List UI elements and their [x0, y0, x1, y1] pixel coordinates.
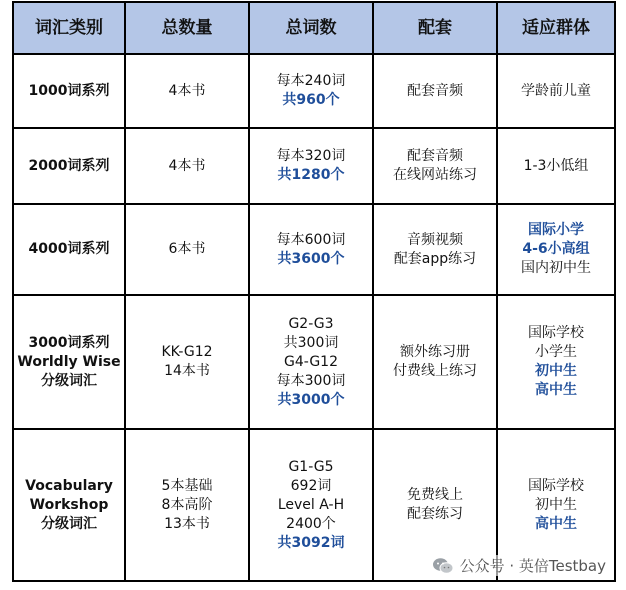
cell-line: 6本书	[168, 241, 206, 257]
cell-line: 学龄前儿童	[521, 82, 591, 99]
cell-audience	[497, 295, 615, 429]
cell-line: 4本书	[168, 157, 206, 174]
cell-line: 3000词系列	[28, 334, 110, 351]
cell-line: 国际学校	[528, 325, 584, 341]
cell-quantity	[125, 128, 249, 204]
watermark-text: 公众号 · 英倍Testbay	[459, 557, 606, 575]
cell-audience	[497, 204, 615, 295]
cell-line: 配套音频	[407, 82, 463, 99]
header-quantity: 总数量	[125, 2, 249, 54]
header-total-words: 总词数	[249, 2, 373, 54]
wechat-icon	[432, 557, 454, 575]
cell-line: 额外练习册	[400, 344, 470, 360]
cell-line: 高中生	[535, 382, 577, 398]
cell-line: 初中生	[535, 496, 577, 513]
cell-category	[13, 295, 125, 429]
cell-line: 2000词系列	[28, 157, 110, 174]
cell-line: G1-G5	[288, 458, 334, 475]
cell-line: 4本书	[168, 82, 206, 99]
cell-line: 配套音频	[407, 148, 463, 164]
cell-audience	[497, 128, 615, 204]
header-row	[13, 2, 615, 54]
cell-line: Workshop	[29, 496, 109, 513]
cell-line: Level A-H	[277, 496, 345, 513]
cell-line: 每本600词	[276, 231, 346, 248]
table-row	[13, 204, 615, 295]
cell-total-words	[249, 128, 373, 204]
cell-line: 692词	[290, 477, 332, 494]
cell-audience	[497, 54, 615, 128]
cell-line: G2-G3	[288, 315, 334, 332]
cell-line: 在线网站练习	[393, 167, 477, 183]
cell-line: 小学生	[535, 344, 577, 360]
cell-line: 共3092词	[277, 534, 345, 551]
cell-line: 每本320词	[276, 148, 346, 164]
cell-line: 国际小学	[528, 222, 584, 238]
cell-total-words	[249, 295, 373, 429]
cell-quantity	[125, 295, 249, 429]
cell-total-words	[249, 204, 373, 295]
cell-line: 4-6小高组	[522, 241, 590, 257]
cell-line: 每本300词	[276, 372, 346, 389]
table-row	[13, 295, 615, 429]
cell-line: 分级词汇	[41, 372, 97, 389]
cell-quantity	[125, 54, 249, 128]
cell-line: KK-G12	[161, 344, 213, 360]
cell-line: 共1280个	[277, 167, 345, 183]
cell-line: 配套练习	[407, 506, 463, 522]
cell-category	[13, 429, 125, 581]
cell-line: 1-3小低组	[523, 157, 589, 174]
cell-line: 音频视频	[407, 231, 463, 248]
cell-line: 国内初中生	[521, 260, 591, 276]
cell-line: 配套app练习	[393, 250, 477, 267]
cell-support	[373, 295, 497, 429]
header-category: 词汇类别	[13, 2, 125, 54]
cell-quantity	[125, 204, 249, 295]
cell-line: 13本书	[164, 515, 210, 532]
table-row	[13, 54, 615, 128]
cell-category	[13, 54, 125, 128]
header-support: 配套	[373, 2, 497, 54]
cell-line: Worldly Wise	[17, 353, 121, 370]
cell-support	[373, 128, 497, 204]
cell-line: 高中生	[535, 515, 577, 532]
cell-total-words	[249, 54, 373, 128]
cell-line: 4000词系列	[28, 241, 110, 257]
cell-line: 5本基础	[161, 477, 213, 494]
cell-line: 14本书	[164, 363, 210, 379]
cell-line: Vocabulary	[25, 477, 113, 494]
cell-line: 共960个	[282, 92, 340, 108]
cell-line: 1000词系列	[28, 82, 110, 99]
table-row	[13, 128, 615, 204]
cell-line: 免费线上	[407, 487, 463, 503]
cell-line: 付费线上练习	[393, 363, 477, 379]
cell-line: 8本高阶	[161, 496, 213, 513]
cell-line: 初中生	[535, 363, 577, 379]
cell-line: 2400个	[286, 515, 336, 532]
cell-category	[13, 204, 125, 295]
watermark	[432, 555, 606, 576]
cell-line: 共300词	[283, 334, 339, 351]
cell-line: 分级词汇	[41, 515, 97, 532]
cell-line: 每本240词	[276, 73, 346, 89]
cell-line: 共3600个	[277, 250, 345, 267]
cell-quantity	[125, 429, 249, 581]
cell-support	[373, 204, 497, 295]
cell-line: 国际学校	[528, 477, 584, 494]
header-audience: 适应群体	[497, 2, 615, 54]
cell-category	[13, 128, 125, 204]
cell-line: G4-G12	[284, 353, 338, 370]
vocabulary-comparison-table	[12, 1, 616, 582]
cell-support	[373, 54, 497, 128]
cell-total-words	[249, 429, 373, 581]
cell-line: 共3000个	[277, 391, 345, 408]
